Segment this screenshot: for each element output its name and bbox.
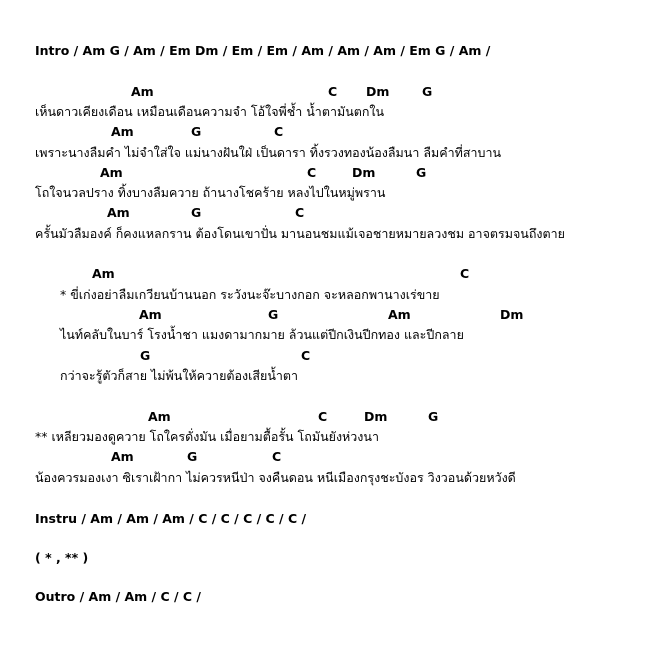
lyric-line: ครั้นมัวลืมองค์ ก็คงแหลกราน ต้องโดนเขาปั่น มานอนชมแม้เจอชายหมายลวงชม อาจตรมจนถึงตาย: [35, 226, 565, 241]
chord: C: [460, 266, 470, 281]
lyric-line: โถใจนวลปราง ทิ้งบางลืมควาย ถ้านางโชคร้าย หลงไปในหมู่พราน: [35, 185, 386, 200]
lyric-line: เห็นดาวเคียงเดือน เหมือนเดือนความจำ โอ้ใจพี่ช้ำ น้ำตามันตกใน: [35, 104, 385, 119]
lyric-line: น้องควรมองเงา ซิเราเฝ้ากา ไม่ควรหนีป่า จงคืนดอน หนีเมืองกรุงชะบังอร วิงวอนด้วยหวังดี: [35, 470, 516, 485]
instru-line: Instru / Am / Am / Am / C / C / C / C / C /: [35, 511, 307, 526]
chord: G: [191, 124, 202, 139]
lyric-line: เพราะนางลืมคำ ไม่จำใส่ใจ แม่นางฝันใฝ่ เป็นดารา ทิ้งรวงทองน้องลืมนา ลืมคำที่สาบาน: [35, 145, 502, 160]
chord: G: [268, 307, 279, 322]
intro-line: Intro / Am G / Am / Em Dm / Em / Em / Am / Am / Am / Em G / Am /: [35, 43, 491, 58]
chord: Am: [148, 409, 171, 424]
chord: G: [140, 348, 151, 363]
lyric-line: กว่าจะรู้ตัวก็สาย ไม่พ้นให้ควายต้องเสียน้ำตา: [60, 368, 299, 383]
chord: C: [272, 449, 282, 464]
chord: G: [191, 205, 202, 220]
chord: Am: [111, 124, 134, 139]
chord: C: [295, 205, 305, 220]
chord: Dm: [366, 84, 390, 99]
chord: Dm: [352, 165, 376, 180]
chord: G: [187, 449, 198, 464]
chord: Am: [111, 449, 134, 464]
chord: C: [301, 348, 311, 363]
chord: Am: [131, 84, 154, 99]
chord: Am: [92, 266, 115, 281]
outro-line: Outro / Am / Am / C / C /: [35, 589, 201, 604]
chord: Am: [107, 205, 130, 220]
chord: C: [274, 124, 284, 139]
chord: Am: [100, 165, 123, 180]
chord: G: [416, 165, 427, 180]
chord: C: [328, 84, 338, 99]
lyric-line: ** เหลียวมองดูควาย โถใครดั่งมัน เมื่อยามตื้อรั้น โถมันยังห่วงนา: [35, 429, 379, 444]
chord: Dm: [364, 409, 388, 424]
repeat-line: ( * , ** ): [35, 550, 89, 565]
chord: C: [318, 409, 328, 424]
lyric-line: ไนท์คลับในบาร์ โรงน้ำชา แมงดามากมาย ล้วนแต่ปีกเงินปีกทอง และปีกลาย: [60, 327, 464, 342]
chord: Dm: [500, 307, 524, 322]
chord: Am: [139, 307, 162, 322]
chord: C: [307, 165, 317, 180]
chord: G: [428, 409, 439, 424]
chord: Am: [388, 307, 411, 322]
lyric-line: * ขี่เก่งอย่าลืมเกวียนบ้านนอก ระวังนะจ๊ะบางกอก จะหลอกพานางเร่ขาย: [60, 287, 440, 302]
chord: G: [422, 84, 433, 99]
